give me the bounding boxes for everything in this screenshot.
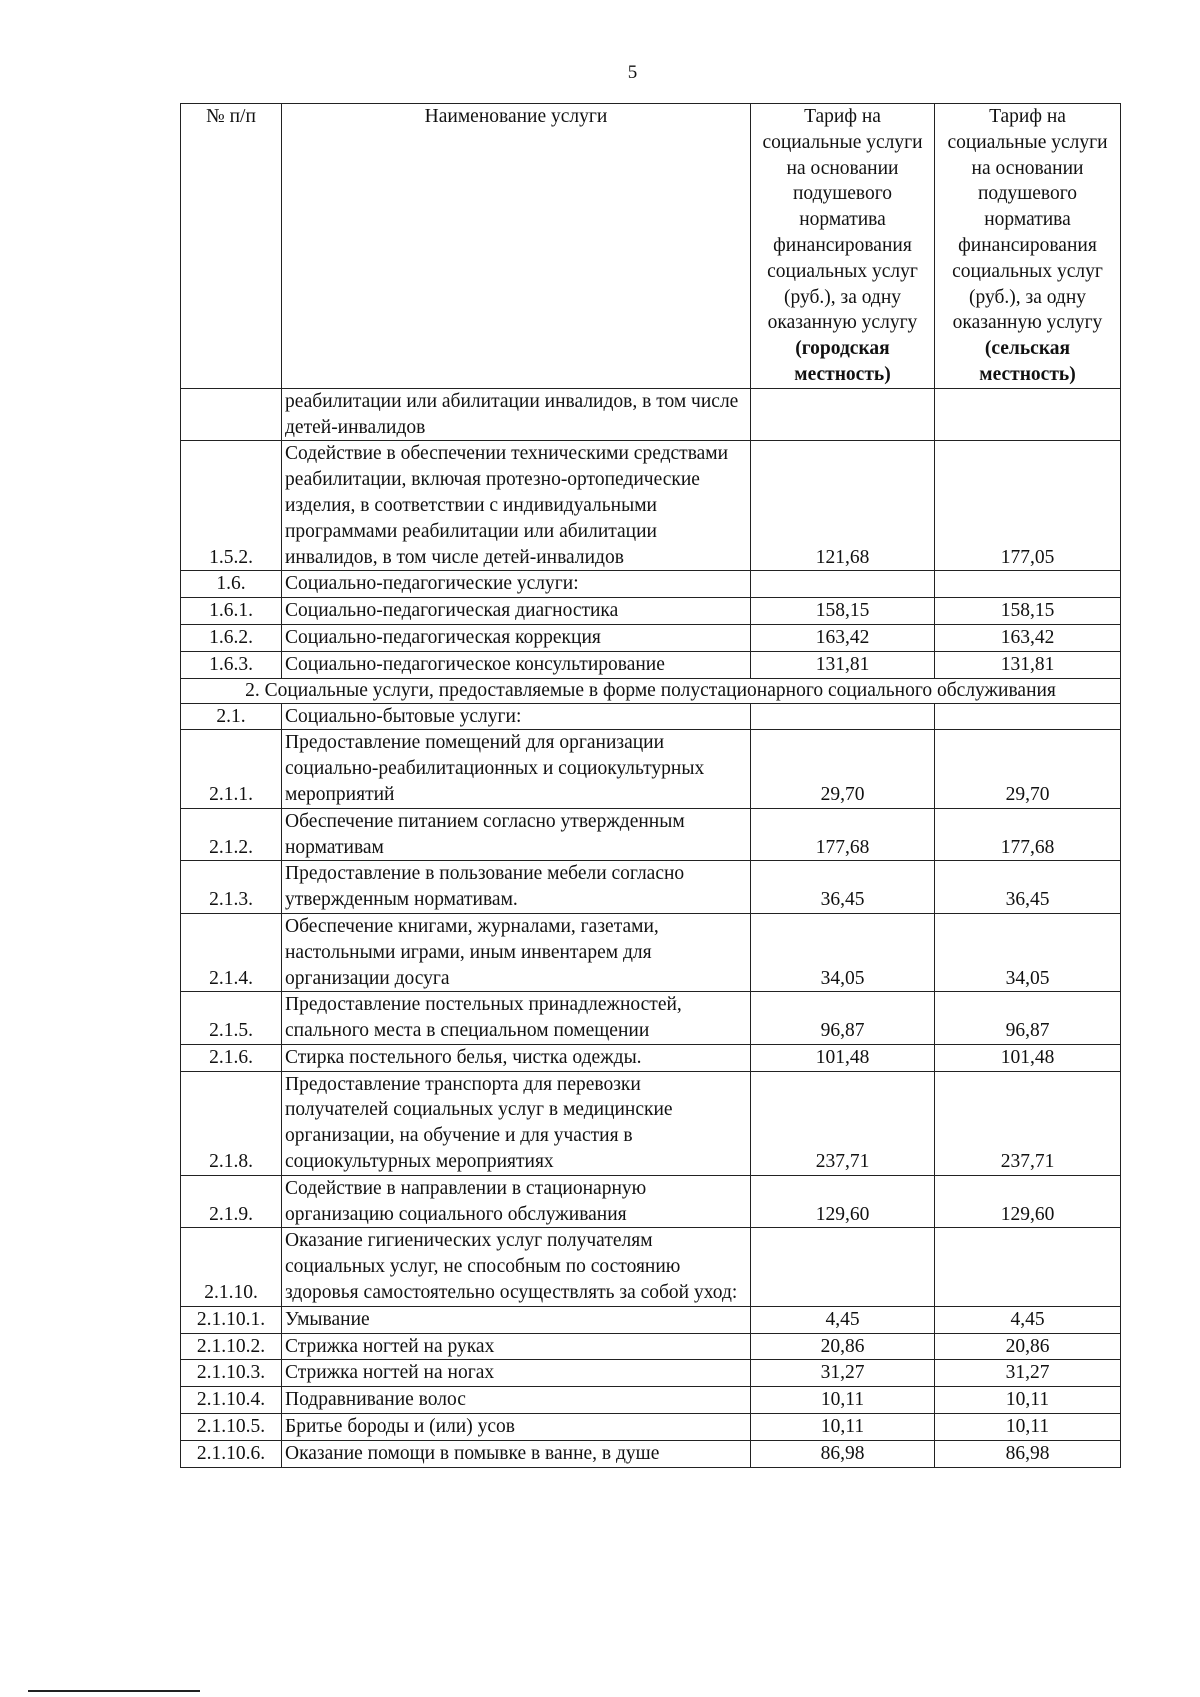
urban-tariff: 121,68 [751, 441, 935, 571]
rural-tariff: 34,05 [935, 913, 1121, 991]
rural-tariff: 10,11 [935, 1387, 1121, 1414]
table-row [181, 1387, 1121, 1414]
service-name: реабилитации или абилитации инвалидов, в том числе детей-инвалидов [282, 388, 751, 441]
service-name: Оказание гигиенических услуг получателям социальных услуг, не способным по состоянию здоровья самостоятельно осуществлять за собой уход: [282, 1228, 751, 1306]
rural-tariff: 4,45 [935, 1306, 1121, 1333]
service-name: Содействие в обеспечении техническими средствами реабилитации, включая протезно-ортопедические изделия, в соответствии с индивидуальными программами реабилитации или абилитации инвалидов, в том числе детей-инвалидов [282, 441, 751, 571]
row-number: 2.1.9. [181, 1175, 282, 1228]
urban-tariff: 10,11 [751, 1414, 935, 1441]
rural-tariff: 177,68 [935, 808, 1121, 861]
service-name: Социально-педагогическая коррекция [282, 624, 751, 651]
table-row [181, 441, 1121, 571]
table-row [181, 1414, 1121, 1441]
rural-tariff [935, 388, 1121, 441]
urban-tariff [751, 571, 935, 598]
urban-tariff: 31,27 [751, 1360, 935, 1387]
rural-tariff [935, 703, 1121, 730]
service-name: Бритье бороды и (или) усов [282, 1414, 751, 1441]
table-row [181, 1440, 1121, 1467]
table-row [181, 808, 1121, 861]
table-row [181, 992, 1121, 1045]
table-row [181, 1044, 1121, 1071]
table-row [181, 1360, 1121, 1387]
table-row [181, 598, 1121, 625]
rural-tariff: 36,45 [935, 861, 1121, 914]
rural-tariff: 29,70 [935, 730, 1121, 808]
urban-tariff: 29,70 [751, 730, 935, 808]
urban-tariff: 177,68 [751, 808, 935, 861]
row-number [181, 388, 282, 441]
service-name: Социально-педагогические услуги: [282, 571, 751, 598]
table-row [181, 1228, 1121, 1306]
rural-tariff: 86,98 [935, 1440, 1121, 1467]
service-name: Содействие в направлении в стационарную организацию социального обслуживания [282, 1175, 751, 1228]
urban-tariff: 10,11 [751, 1387, 935, 1414]
table-row [181, 861, 1121, 914]
rural-tariff: 31,27 [935, 1360, 1121, 1387]
rural-tariff: 96,87 [935, 992, 1121, 1045]
row-number: 2.1.4. [181, 913, 282, 991]
row-number: 1.6.3. [181, 651, 282, 678]
rural-tariff: 131,81 [935, 651, 1121, 678]
table-row [181, 1306, 1121, 1333]
header-rural-tariff: Тариф на социальные услуги на основании подушевого норматива финансирования социальных услуг (руб.), за одну оказанную услугу (сельская местность) [935, 104, 1121, 389]
urban-tariff: 4,45 [751, 1306, 935, 1333]
service-name: Социально-бытовые услуги: [282, 703, 751, 730]
service-name: Стирка постельного белья, чистка одежды. [282, 1044, 751, 1071]
rural-tariff: 10,11 [935, 1414, 1121, 1441]
service-name: Предоставление транспорта для перевозки получателей социальных услуг в медицинские организации, на обучение и для участия в социокультурных мероприятиях [282, 1071, 751, 1175]
row-number: 2.1.8. [181, 1071, 282, 1175]
row-number: 2.1.5. [181, 992, 282, 1045]
row-number: 1.5.2. [181, 441, 282, 571]
rural-tariff [935, 571, 1121, 598]
urban-tariff: 129,60 [751, 1175, 935, 1228]
service-name: Обеспечение книгами, журналами, газетами, настольными играми, иным инвентарем для организации досуга [282, 913, 751, 991]
rural-tariff: 129,60 [935, 1175, 1121, 1228]
section-title: 2. Социальные услуги, предоставляемые в форме полустационарного социального обслуживания [181, 678, 1121, 703]
row-number: 2.1.3. [181, 861, 282, 914]
header-number: № п/п [181, 104, 282, 389]
table-row [181, 624, 1121, 651]
row-number: 2.1.10.4. [181, 1387, 282, 1414]
row-number: 2.1. [181, 703, 282, 730]
footnote-rule [28, 1690, 200, 1692]
page-number: 5 [627, 62, 638, 83]
table-row [181, 1333, 1121, 1360]
header-urban-label: (городская местность) [794, 338, 891, 385]
rural-tariff: 20,86 [935, 1333, 1121, 1360]
rural-tariff: 101,48 [935, 1044, 1121, 1071]
table-row [181, 730, 1121, 808]
urban-tariff [751, 388, 935, 441]
row-number: 2.1.10. [181, 1228, 282, 1306]
row-number: 2.1.1. [181, 730, 282, 808]
row-number: 2.1.6. [181, 1044, 282, 1071]
rural-tariff: 158,15 [935, 598, 1121, 625]
table-row [181, 703, 1121, 730]
header-rural-label: (сельская местность) [979, 338, 1076, 385]
table-row [181, 388, 1121, 441]
header-urban-tariff: Тариф на социальные услуги на основании подушевого норматива финансирования социальных услуг (руб.), за одну оказанную услугу (городская местность) [751, 104, 935, 389]
urban-tariff [751, 1228, 935, 1306]
service-name: Обеспечение питанием согласно утвержденным нормативам [282, 808, 751, 861]
urban-tariff [751, 703, 935, 730]
row-number: 1.6.1. [181, 598, 282, 625]
urban-tariff: 158,15 [751, 598, 935, 625]
urban-tariff: 86,98 [751, 1440, 935, 1467]
service-name: Оказание помощи в помывке в ванне, в душе [282, 1440, 751, 1467]
row-number: 2.1.10.1. [181, 1306, 282, 1333]
table-row [181, 651, 1121, 678]
service-name: Социально-педагогическое консультирование [282, 651, 751, 678]
row-number: 2.1.10.5. [181, 1414, 282, 1441]
rural-tariff: 163,42 [935, 624, 1121, 651]
row-number: 1.6. [181, 571, 282, 598]
urban-tariff: 36,45 [751, 861, 935, 914]
service-name: Подравнивание волос [282, 1387, 751, 1414]
table-row [181, 913, 1121, 991]
table-header-row [181, 104, 1121, 389]
table-row [181, 1071, 1121, 1175]
rural-tariff: 177,05 [935, 441, 1121, 571]
urban-tariff: 131,81 [751, 651, 935, 678]
service-name: Социально-педагогическая диагностика [282, 598, 751, 625]
service-name: Умывание [282, 1306, 751, 1333]
table-row [181, 571, 1121, 598]
row-number: 1.6.2. [181, 624, 282, 651]
urban-tariff: 237,71 [751, 1071, 935, 1175]
rural-tariff: 237,71 [935, 1071, 1121, 1175]
row-number: 2.1.2. [181, 808, 282, 861]
service-name: Предоставление постельных принадлежностей, спального места в специальном помещении [282, 992, 751, 1045]
header-service-name: Наименование услуги [282, 104, 751, 389]
service-name: Стрижка ногтей на руках [282, 1333, 751, 1360]
urban-tariff: 101,48 [751, 1044, 935, 1071]
urban-tariff: 20,86 [751, 1333, 935, 1360]
row-number: 2.1.10.3. [181, 1360, 282, 1387]
urban-tariff: 163,42 [751, 624, 935, 651]
service-name: Предоставление помещений для организации социально-реабилитационных и социокультурных мероприятий [282, 730, 751, 808]
urban-tariff: 96,87 [751, 992, 935, 1045]
row-number: 2.1.10.6. [181, 1440, 282, 1467]
urban-tariff: 34,05 [751, 913, 935, 991]
section-row [181, 678, 1121, 703]
tariff-table [180, 103, 1121, 1468]
rural-tariff [935, 1228, 1121, 1306]
row-number: 2.1.10.2. [181, 1333, 282, 1360]
table-body [181, 388, 1121, 1467]
table-row [181, 1175, 1121, 1228]
service-name: Стрижка ногтей на ногах [282, 1360, 751, 1387]
service-name: Предоставление в пользование мебели согласно утвержденным нормативам. [282, 861, 751, 914]
